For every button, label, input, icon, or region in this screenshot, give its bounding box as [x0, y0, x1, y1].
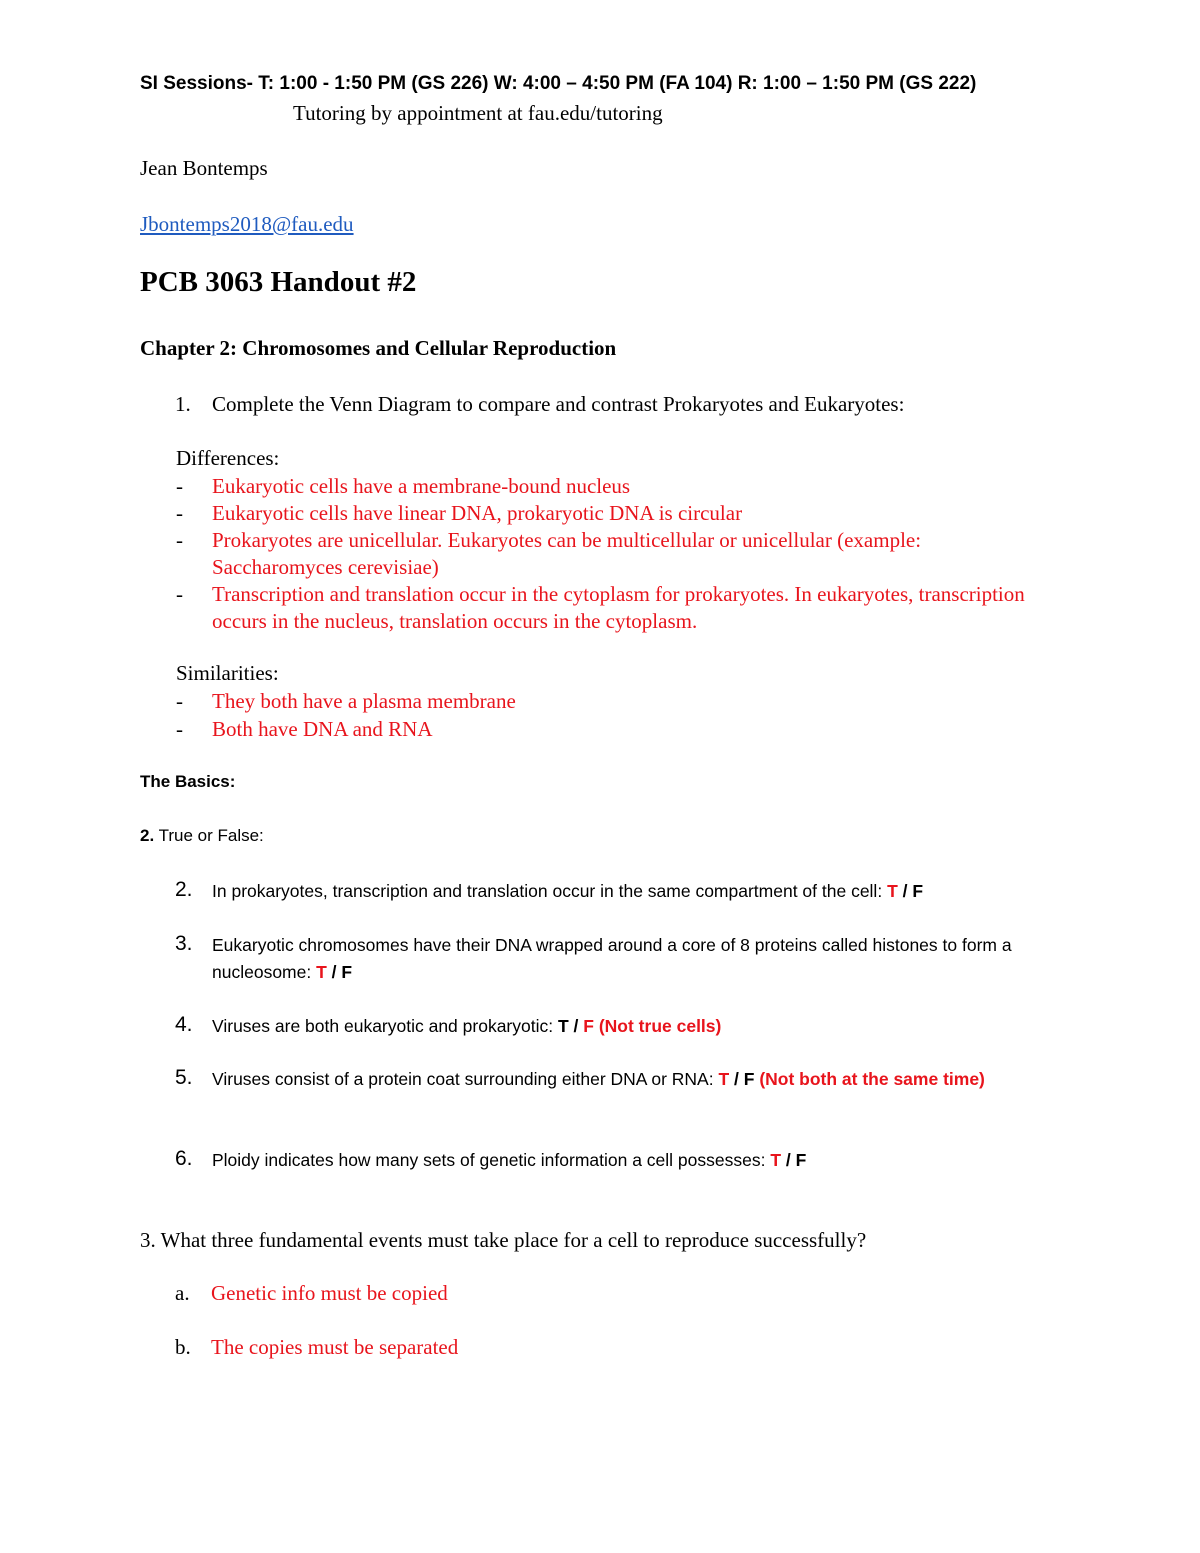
question-number: 1.	[175, 392, 191, 416]
thursday-label: R:	[737, 73, 764, 94]
question-text: Complete the Venn Diagram to compare and contrast Prokaryotes and Eukaryotes:	[212, 392, 905, 416]
list-dash: -	[176, 528, 183, 552]
item-text	[212, 1013, 1072, 1040]
item-text	[212, 1147, 1072, 1174]
answer-text: Genetic info must be copied	[211, 1281, 448, 1305]
similarities-label: Similarities:	[176, 661, 279, 685]
chapter-heading: Chapter 2: Chromosomes and Cellular Reproduction	[140, 336, 617, 360]
answer-separator: /	[568, 1016, 584, 1036]
answer-true: T	[887, 881, 898, 901]
item-statement: Ploidy indicates how many sets of genetic information a cell possesses:	[212, 1150, 771, 1170]
answer-false: F	[795, 1150, 807, 1170]
tuesday-time: 1:00 - 1:50 PM (GS 226)	[279, 73, 494, 94]
item-number: 3.	[175, 932, 193, 955]
true-false-label: True or False:	[154, 826, 264, 845]
similarity-answer: They both have a plasma membrane	[212, 689, 516, 713]
list-dash: -	[176, 582, 183, 606]
difference-answer: Eukaryotic cells have a membrane-bound nucleus	[212, 474, 631, 498]
answer-note: (Not both at the same time)	[754, 1069, 985, 1089]
answer-letter: a.	[175, 1281, 190, 1305]
list-dash: -	[176, 717, 183, 741]
differences-label: Differences:	[176, 446, 280, 470]
answer-false: F	[912, 881, 924, 901]
answer-letter: b.	[175, 1335, 191, 1359]
answer-separator: /	[729, 1069, 744, 1089]
answer-separator: /	[781, 1150, 796, 1170]
answer-separator: /	[326, 962, 342, 982]
answer-note: (Not true cells)	[593, 1016, 722, 1036]
thursday-time: 1:00 – 1:50 PM (GS 222)	[763, 73, 977, 94]
answer-true: T	[557, 1016, 569, 1036]
answer-false: F	[743, 1069, 755, 1089]
list-dash: -	[176, 501, 183, 525]
answer-text: The copies must be separated	[211, 1335, 459, 1359]
answer-false: F	[341, 962, 353, 982]
answer-true: T	[316, 962, 327, 982]
difference-answer: Eukaryotic cells have linear DNA, prokaryotic DNA is circular	[212, 501, 743, 525]
difference-answer: Prokaryotes are unicellular. Eukaryotes can be multicellular or unicellular (example: Saccharomyces cerevisiae)	[212, 528, 922, 579]
answer-true: T	[718, 1069, 730, 1089]
list-dash: -	[176, 474, 183, 498]
list-dash: -	[176, 689, 183, 713]
item-statement: Eukaryotic chromosomes have their DNA wrapped around a core of 8 proteins called histones to form a nucleosome:	[212, 935, 1012, 982]
answer-false: F	[583, 1016, 594, 1036]
item-statement: Viruses consist of a protein coat surrounding either DNA or RNA:	[212, 1069, 719, 1089]
author-name: Jean Bontemps	[140, 156, 268, 180]
page-title: PCB 3063 Handout #2	[140, 266, 417, 298]
item-text	[212, 878, 1072, 905]
answer-separator: /	[897, 881, 913, 901]
item-text	[212, 1066, 1072, 1093]
true-false-heading	[140, 826, 264, 846]
si-label: SI Sessions-	[140, 73, 259, 94]
si-sessions-header	[140, 73, 976, 95]
item-number: 6.	[175, 1147, 193, 1170]
difference-answer: Transcription and translation occur in the cytoplasm for prokaryotes. In eukaryotes, transcription occurs in the nucleus, translation occurs in the cytoplasm.	[212, 582, 1025, 633]
answer-true: T	[770, 1150, 782, 1170]
item-number: 2.	[175, 878, 193, 901]
true-false-number: 2.	[140, 826, 155, 845]
email-link[interactable]: Jbontemps2018@fau.edu	[140, 212, 354, 236]
similarity-answer: Both have DNA and RNA	[212, 717, 433, 741]
item-statement: Viruses are both eukaryotic and prokaryotic:	[212, 1016, 558, 1036]
tuesday-label: T:	[258, 73, 280, 94]
basics-heading: The Basics:	[140, 772, 236, 791]
question-3: 3. What three fundamental events must take place for a cell to reproduce successfully?	[140, 1228, 867, 1252]
item-text	[212, 932, 1072, 986]
wednesday-label: W:	[493, 73, 523, 94]
wednesday-time: 4:00 – 4:50 PM (FA 104)	[522, 73, 738, 94]
item-number: 4.	[175, 1013, 193, 1036]
tutoring-line: Tutoring by appointment at fau.edu/tutoring	[293, 101, 663, 125]
item-number: 5.	[175, 1066, 193, 1089]
item-statement: In prokaryotes, transcription and translation occur in the same compartment of the cell:	[212, 881, 888, 901]
